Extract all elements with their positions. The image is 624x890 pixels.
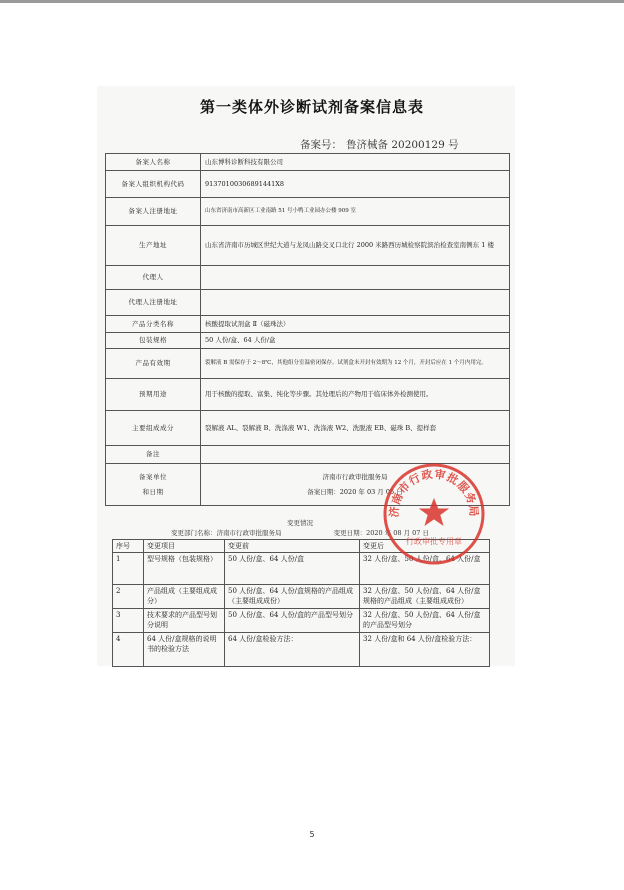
row-value: 裂解液 AL、裂解液 B、洗涤液 W1、洗涤液 W2、洗脱液 EB、磁珠 B、提样套 [201, 411, 510, 446]
row-label: 产品分类名称 [106, 316, 201, 333]
cell-after: 32 人份/盒和 64 人份/盒检验方法： [360, 633, 490, 667]
table-row [113, 585, 490, 609]
header-cell: 序号 [113, 540, 144, 553]
page-number: 5 [309, 830, 315, 839]
cell-no: 2 [113, 585, 144, 609]
row-label: 包装规格 [106, 333, 201, 349]
document-title: 第一类体外诊断试剂备案信息表 [199, 98, 424, 116]
cell-item: 产品组成（主要组成成分） [144, 585, 225, 609]
row-label: 主要组成成分 [106, 411, 201, 446]
row-value: 91370100306891441X8 [201, 171, 510, 198]
row-value: 山东博科诊断科技有限公司 [201, 154, 510, 171]
cell-no: 1 [113, 553, 144, 585]
cell-after: 32 人份/盒、50 人份/盒、64 人份/盒规格的产品组成（主要组成成份） [360, 585, 490, 609]
table-row [106, 379, 510, 411]
row-value: 裂解液 B 需保存于 2～8℃，其他组分室温密闭保存。试剂盒未开封有效期为 12 个月，开封后应在 1 个月内用完。 [201, 349, 510, 379]
row-label: 备案人组织机构代码 [106, 171, 201, 198]
svg-text:济南市行政审批服务局: 济南市行政审批服务局 [387, 467, 481, 518]
cell-no: 4 [113, 633, 144, 667]
row-value: 核酸提取试剂盒 Ⅱ（磁珠法） [201, 316, 510, 333]
table-row [106, 171, 510, 198]
header-cell: 变更后 [360, 540, 490, 553]
row-value: 山东省济南市高新区工业南路 51 号小鸭工业园办公楼 909 室 [201, 198, 510, 226]
row-value: 用于核酸的提取、富集、纯化等步骤。其处理后的产物用于临床体外检测使用。 [201, 379, 510, 411]
record-number [300, 137, 463, 152]
cell-before: 50 人份/盒、64 人份/盒的产品型号划分 [225, 609, 360, 633]
row-label: 备案人注册地址 [106, 198, 201, 226]
row-value: 50 人份/盒、64 人份/盒 [201, 333, 510, 349]
header-cell: 变更项目 [144, 540, 225, 553]
row-label: 产品有效期 [106, 349, 201, 379]
table-row [106, 349, 510, 379]
cell-before: 64 人份/盒检验方法： [225, 633, 360, 667]
cell-after: 32 人份/盒、50 人份/盒、64 人份/盒的产品型号划分 [360, 609, 490, 633]
row-label: 生产地址 [106, 226, 201, 266]
svg-text:行政审批专用章: 行政审批专用章 [406, 537, 462, 546]
cell-item: 技术要求的产品型号划分说明 [144, 609, 225, 633]
filing-date: 备案日期：2020 年 03 月 05 日 [307, 487, 403, 496]
record-number-value: 鲁济械备 20200129 号 [346, 139, 459, 151]
change-date: 变更日期：2020 年 08 月 07 日 [333, 529, 429, 537]
header-cell: 变更前 [225, 540, 360, 553]
row-label: 代理人注册地址 [106, 290, 201, 316]
cell-item: 型号规格（包装规格） [144, 553, 225, 585]
record-table [105, 153, 510, 506]
change-department: 变更部门名称：济南市行政审批服务局 [171, 529, 282, 537]
filing-unit: 济南市行政审批服务局 [322, 472, 388, 481]
record-number-label: 备案号： [300, 139, 342, 151]
cell-item: 64 人份/盒规格的说明书的检验方法 [144, 633, 225, 667]
table-row [106, 316, 510, 333]
table-row [106, 411, 510, 446]
table-row [106, 446, 510, 464]
table-row [106, 333, 510, 349]
cell-no: 3 [113, 609, 144, 633]
row-label: 预期用途 [106, 379, 201, 411]
row-value [201, 290, 510, 316]
changes-title: 变更情况 [287, 519, 313, 527]
row-label-line2: 和日期 [142, 487, 164, 496]
cell-before: 50 人份/盒、64 人份/盒规格的产品组成（主要组成成份） [225, 585, 360, 609]
cell-before: 50 人份/盒、64 人份/盒 [225, 553, 360, 585]
row-label-line1: 备案单位 [139, 472, 167, 481]
row-value: 山东省济南市历城区世纪大道与龙凤山路交叉口北行 2000 米路西历城检察院滨治检查室南侧东 1 楼 [201, 226, 510, 266]
table-row [106, 226, 510, 266]
official-seal-icon [382, 462, 486, 566]
row-label: 代理人 [106, 266, 201, 290]
table-row [106, 266, 510, 290]
row-label: 备注 [106, 446, 201, 464]
table-row [106, 290, 510, 316]
row-value [201, 446, 510, 464]
row-label [106, 464, 201, 506]
row-label: 备案人名称 [106, 154, 201, 171]
table-row [113, 609, 490, 633]
table-row [106, 198, 510, 226]
table-row [106, 154, 510, 171]
cell-after: 32 人份/盒、50 人份/盒、64 人份/盒 [360, 553, 490, 585]
table-row [113, 633, 490, 667]
top-rule [0, 0, 624, 3]
row-value [201, 266, 510, 290]
